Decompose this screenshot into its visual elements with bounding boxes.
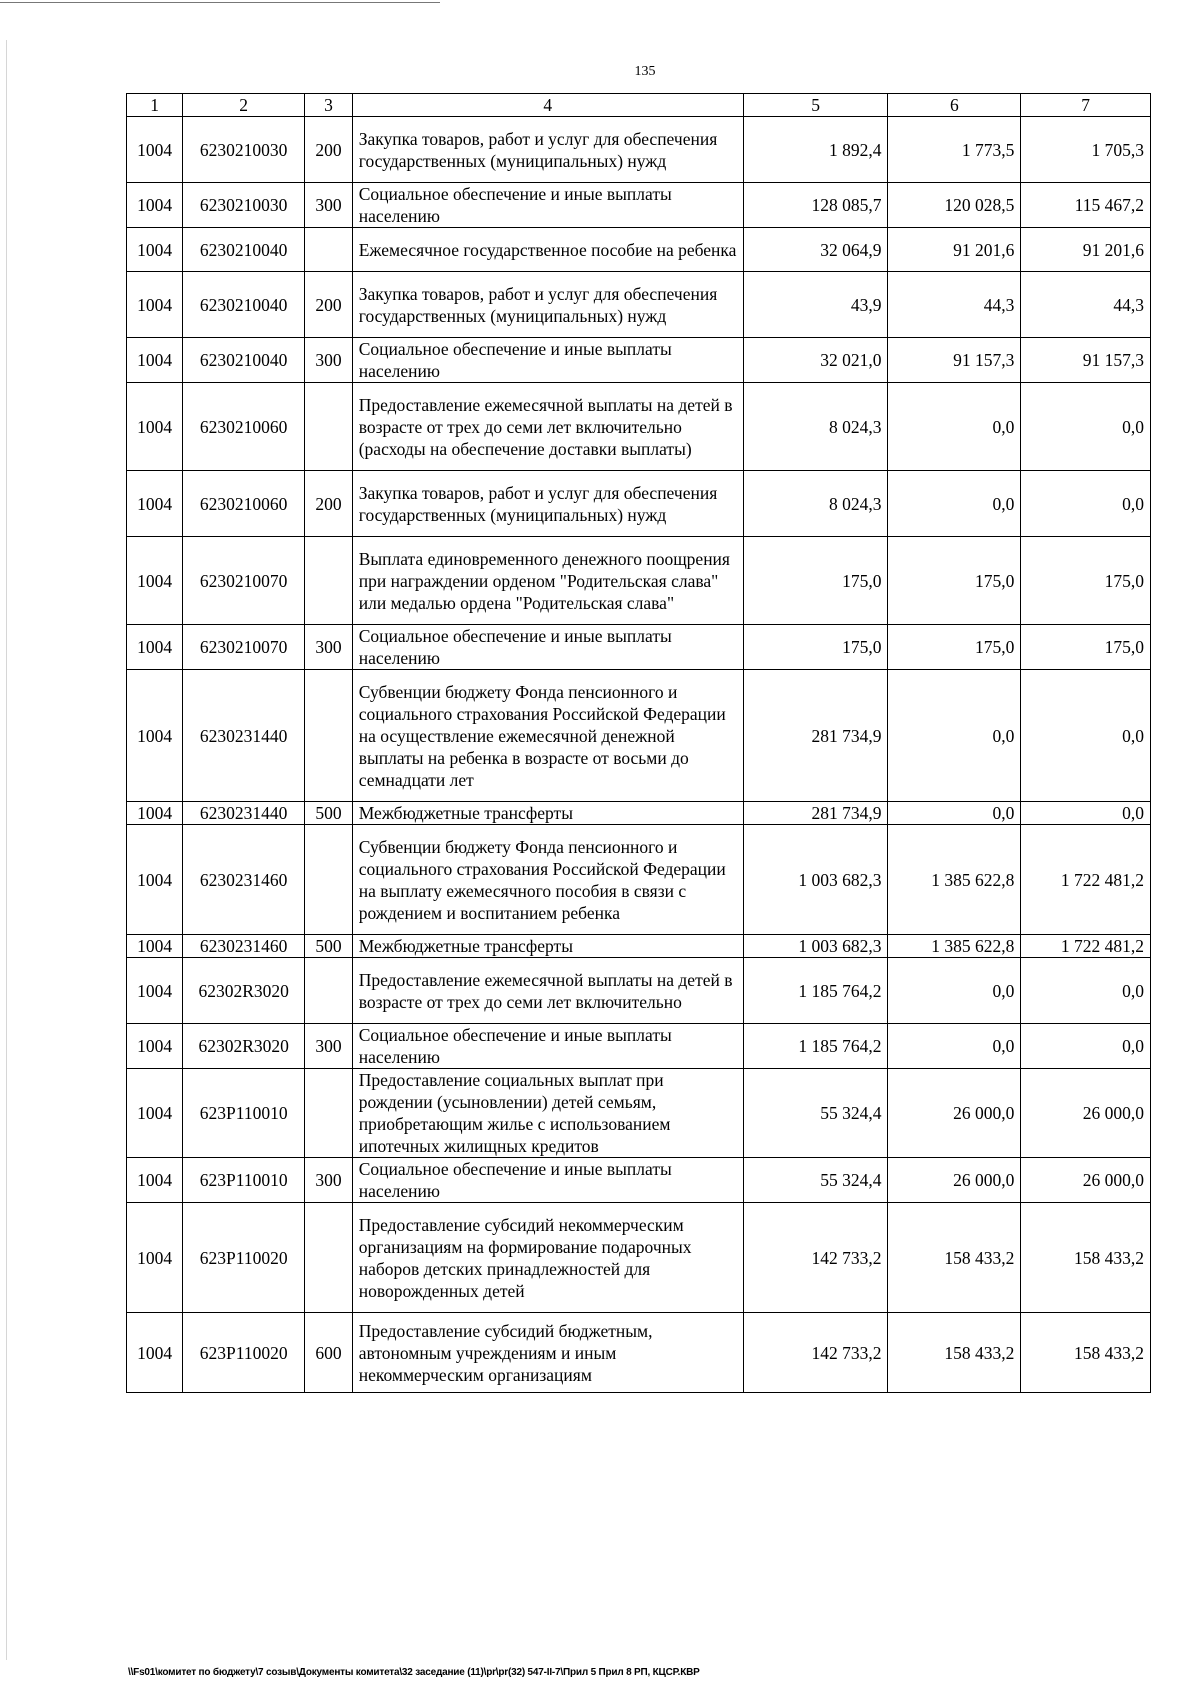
scan-edge-line xyxy=(0,2,440,3)
table-row xyxy=(127,958,1151,1024)
table-row xyxy=(127,802,1151,825)
amount-year3-cell: 91 157,3 xyxy=(1021,338,1151,383)
amount-year2-cell: 175,0 xyxy=(888,537,1021,625)
item-name-cell: Субвенции бюджету Фонда пенсионного и социального страхования Российской Федерации на выплату ежемесячного пособия в связи с рождением и воспитанием ребенка xyxy=(352,825,743,935)
table-row xyxy=(127,117,1151,183)
item-name-cell: Выплата единовременного денежного поощрения при награждении орденом "Родительская слава" или медалью ордена "Родительская слава" xyxy=(352,537,743,625)
expense-type-cell: 300 xyxy=(305,625,353,670)
amount-year2-cell: 175,0 xyxy=(888,625,1021,670)
table-row xyxy=(127,383,1151,471)
item-name-cell: Социальное обеспечение и иные выплаты населению xyxy=(352,1158,743,1203)
expense-type-cell: 200 xyxy=(305,272,353,338)
column-number-row xyxy=(127,94,1151,117)
column-header: 6 xyxy=(888,94,1021,117)
target-code-cell: 6230210060 xyxy=(183,383,305,471)
section-code-cell: 1004 xyxy=(127,272,183,338)
amount-year2-cell: 0,0 xyxy=(888,670,1021,802)
amount-year3-cell: 0,0 xyxy=(1021,670,1151,802)
footer-file-path: \\Fs01\комитет по бюджету\7 созыв\Документы комитета\32 заседание (11)\pr\pr(32) 547-II-7\Прил 5 Прил 8 РП, КЦСР.КВР xyxy=(128,1667,700,1678)
amount-year2-cell: 91 157,3 xyxy=(888,338,1021,383)
table-row xyxy=(127,670,1151,802)
expense-type-cell xyxy=(305,537,353,625)
target-code-cell: 623P110020 xyxy=(183,1203,305,1313)
amount-year1-cell: 281 734,9 xyxy=(743,670,888,802)
target-code-cell: 62302R3020 xyxy=(183,958,305,1024)
amount-year3-cell: 26 000,0 xyxy=(1021,1158,1151,1203)
target-code-cell: 6230210070 xyxy=(183,625,305,670)
amount-year3-cell: 1 722 481,2 xyxy=(1021,825,1151,935)
table-row xyxy=(127,1203,1151,1313)
table-row xyxy=(127,1313,1151,1393)
amount-year2-cell: 120 028,5 xyxy=(888,183,1021,228)
section-code-cell: 1004 xyxy=(127,117,183,183)
amount-year1-cell: 32 064,9 xyxy=(743,228,888,272)
item-name-cell: Ежемесячное государственное пособие на ребенка xyxy=(352,228,743,272)
amount-year3-cell: 26 000,0 xyxy=(1021,1069,1151,1158)
expense-type-cell xyxy=(305,958,353,1024)
item-name-cell: Закупка товаров, работ и услуг для обеспечения государственных (муниципальных) нужд xyxy=(352,471,743,537)
section-code-cell: 1004 xyxy=(127,1203,183,1313)
table-row xyxy=(127,1069,1151,1158)
expense-type-cell xyxy=(305,1069,353,1158)
amount-year1-cell: 142 733,2 xyxy=(743,1313,888,1393)
amount-year1-cell: 43,9 xyxy=(743,272,888,338)
section-code-cell: 1004 xyxy=(127,1069,183,1158)
item-name-cell: Предоставление субсидий некоммерческим организациям на формирование подарочных наборов детских принадлежностей для новорожденных детей xyxy=(352,1203,743,1313)
amount-year2-cell: 91 201,6 xyxy=(888,228,1021,272)
amount-year1-cell: 142 733,2 xyxy=(743,1203,888,1313)
amount-year3-cell: 1 705,3 xyxy=(1021,117,1151,183)
item-name-cell: Социальное обеспечение и иные выплаты населению xyxy=(352,1024,743,1069)
column-header: 1 xyxy=(127,94,183,117)
target-code-cell: 6230210070 xyxy=(183,537,305,625)
amount-year2-cell: 0,0 xyxy=(888,471,1021,537)
table-row xyxy=(127,537,1151,625)
amount-year1-cell: 1 185 764,2 xyxy=(743,958,888,1024)
section-code-cell: 1004 xyxy=(127,825,183,935)
expense-type-cell: 300 xyxy=(305,1024,353,1069)
amount-year3-cell: 175,0 xyxy=(1021,625,1151,670)
amount-year3-cell: 158 433,2 xyxy=(1021,1203,1151,1313)
target-code-cell: 6230231460 xyxy=(183,825,305,935)
amount-year1-cell: 55 324,4 xyxy=(743,1069,888,1158)
amount-year3-cell: 0,0 xyxy=(1021,958,1151,1024)
section-code-cell: 1004 xyxy=(127,537,183,625)
expense-type-cell xyxy=(305,1203,353,1313)
section-code-cell: 1004 xyxy=(127,625,183,670)
item-name-cell: Социальное обеспечение и иные выплаты населению xyxy=(352,338,743,383)
amount-year1-cell: 281 734,9 xyxy=(743,802,888,825)
target-code-cell: 6230210060 xyxy=(183,471,305,537)
amount-year1-cell: 55 324,4 xyxy=(743,1158,888,1203)
table-row xyxy=(127,471,1151,537)
table-row xyxy=(127,338,1151,383)
section-code-cell: 1004 xyxy=(127,228,183,272)
section-code-cell: 1004 xyxy=(127,383,183,471)
target-code-cell: 62302R3020 xyxy=(183,1024,305,1069)
amount-year2-cell: 26 000,0 xyxy=(888,1158,1021,1203)
table-row xyxy=(127,183,1151,228)
expense-type-cell: 600 xyxy=(305,1313,353,1393)
item-name-cell: Межбюджетные трансферты xyxy=(352,802,743,825)
target-code-cell: 6230231440 xyxy=(183,802,305,825)
target-code-cell: 623P110010 xyxy=(183,1158,305,1203)
amount-year1-cell: 1 185 764,2 xyxy=(743,1024,888,1069)
amount-year1-cell: 175,0 xyxy=(743,537,888,625)
expense-type-cell xyxy=(305,825,353,935)
table-row xyxy=(127,1024,1151,1069)
item-name-cell: Предоставление социальных выплат при рождении (усыновлении) детей семьям, приобретающим жилье с использованием ипотечных жилищных кредитов xyxy=(352,1069,743,1158)
amount-year2-cell: 0,0 xyxy=(888,802,1021,825)
section-code-cell: 1004 xyxy=(127,1158,183,1203)
expense-type-cell: 500 xyxy=(305,935,353,958)
expense-type-cell: 500 xyxy=(305,802,353,825)
section-code-cell: 1004 xyxy=(127,802,183,825)
amount-year2-cell: 1 385 622,8 xyxy=(888,825,1021,935)
expense-type-cell xyxy=(305,383,353,471)
amount-year3-cell: 175,0 xyxy=(1021,537,1151,625)
amount-year1-cell: 8 024,3 xyxy=(743,471,888,537)
amount-year1-cell: 128 085,7 xyxy=(743,183,888,228)
amount-year2-cell: 1 385 622,8 xyxy=(888,935,1021,958)
table-row xyxy=(127,228,1151,272)
expense-type-cell: 200 xyxy=(305,471,353,537)
target-code-cell: 6230210040 xyxy=(183,272,305,338)
amount-year3-cell: 0,0 xyxy=(1021,802,1151,825)
target-code-cell: 6230210040 xyxy=(183,338,305,383)
expense-type-cell xyxy=(305,228,353,272)
item-name-cell: Социальное обеспечение и иные выплаты населению xyxy=(352,183,743,228)
section-code-cell: 1004 xyxy=(127,471,183,537)
amount-year2-cell: 0,0 xyxy=(888,383,1021,471)
item-name-cell: Закупка товаров, работ и услуг для обеспечения государственных (муниципальных) нужд xyxy=(352,117,743,183)
table-row xyxy=(127,825,1151,935)
amount-year3-cell: 0,0 xyxy=(1021,1024,1151,1069)
amount-year2-cell: 44,3 xyxy=(888,272,1021,338)
scan-left-edge xyxy=(6,40,7,1660)
section-code-cell: 1004 xyxy=(127,1024,183,1069)
amount-year3-cell: 158 433,2 xyxy=(1021,1313,1151,1393)
amount-year3-cell: 115 467,2 xyxy=(1021,183,1151,228)
target-code-cell: 6230231460 xyxy=(183,935,305,958)
target-code-cell: 6230231440 xyxy=(183,670,305,802)
target-code-cell: 6230210030 xyxy=(183,117,305,183)
section-code-cell: 1004 xyxy=(127,670,183,802)
amount-year2-cell: 0,0 xyxy=(888,958,1021,1024)
table-row xyxy=(127,272,1151,338)
amount-year2-cell: 158 433,2 xyxy=(888,1203,1021,1313)
expense-type-cell: 200 xyxy=(305,117,353,183)
section-code-cell: 1004 xyxy=(127,958,183,1024)
amount-year1-cell: 1 003 682,3 xyxy=(743,935,888,958)
item-name-cell: Предоставление ежемесячной выплаты на детей в возрасте от трех до семи лет включительно xyxy=(352,958,743,1024)
amount-year2-cell: 0,0 xyxy=(888,1024,1021,1069)
amount-year3-cell: 44,3 xyxy=(1021,272,1151,338)
amount-year1-cell: 1 003 682,3 xyxy=(743,825,888,935)
amount-year1-cell: 1 892,4 xyxy=(743,117,888,183)
item-name-cell: Предоставление ежемесячной выплаты на детей в возрасте от трех до семи лет включительно (расходы на обеспечение доставки выплаты) xyxy=(352,383,743,471)
item-name-cell: Социальное обеспечение и иные выплаты населению xyxy=(352,625,743,670)
expense-type-cell: 300 xyxy=(305,183,353,228)
target-code-cell: 6230210030 xyxy=(183,183,305,228)
amount-year3-cell: 0,0 xyxy=(1021,471,1151,537)
column-header: 2 xyxy=(183,94,305,117)
page-number: 135 xyxy=(634,64,656,79)
section-code-cell: 1004 xyxy=(127,338,183,383)
column-header: 3 xyxy=(305,94,353,117)
section-code-cell: 1004 xyxy=(127,935,183,958)
amount-year3-cell: 1 722 481,2 xyxy=(1021,935,1151,958)
table-row xyxy=(127,935,1151,958)
column-header: 4 xyxy=(352,94,743,117)
item-name-cell: Закупка товаров, работ и услуг для обеспечения государственных (муниципальных) нужд xyxy=(352,272,743,338)
target-code-cell: 6230210040 xyxy=(183,228,305,272)
expense-type-cell xyxy=(305,670,353,802)
table-row xyxy=(127,625,1151,670)
item-name-cell: Субвенции бюджету Фонда пенсионного и социального страхования Российской Федерации на осуществление ежемесячной денежной выплаты на ребенка в возрасте от восьми до семнадцати лет xyxy=(352,670,743,802)
target-code-cell: 623P110020 xyxy=(183,1313,305,1393)
budget-table xyxy=(126,93,1151,1393)
amount-year2-cell: 1 773,5 xyxy=(888,117,1021,183)
expense-type-cell: 300 xyxy=(305,1158,353,1203)
table-row xyxy=(127,1158,1151,1203)
amount-year3-cell: 0,0 xyxy=(1021,383,1151,471)
section-code-cell: 1004 xyxy=(127,183,183,228)
amount-year2-cell: 158 433,2 xyxy=(888,1313,1021,1393)
item-name-cell: Предоставление субсидий бюджетным, автономным учреждениям и иным некоммерческим организациям xyxy=(352,1313,743,1393)
target-code-cell: 623P110010 xyxy=(183,1069,305,1158)
column-header: 7 xyxy=(1021,94,1151,117)
amount-year3-cell: 91 201,6 xyxy=(1021,228,1151,272)
amount-year1-cell: 32 021,0 xyxy=(743,338,888,383)
amount-year1-cell: 8 024,3 xyxy=(743,383,888,471)
section-code-cell: 1004 xyxy=(127,1313,183,1393)
amount-year2-cell: 26 000,0 xyxy=(888,1069,1021,1158)
item-name-cell: Межбюджетные трансферты xyxy=(352,935,743,958)
column-header: 5 xyxy=(743,94,888,117)
expense-type-cell: 300 xyxy=(305,338,353,383)
amount-year1-cell: 175,0 xyxy=(743,625,888,670)
